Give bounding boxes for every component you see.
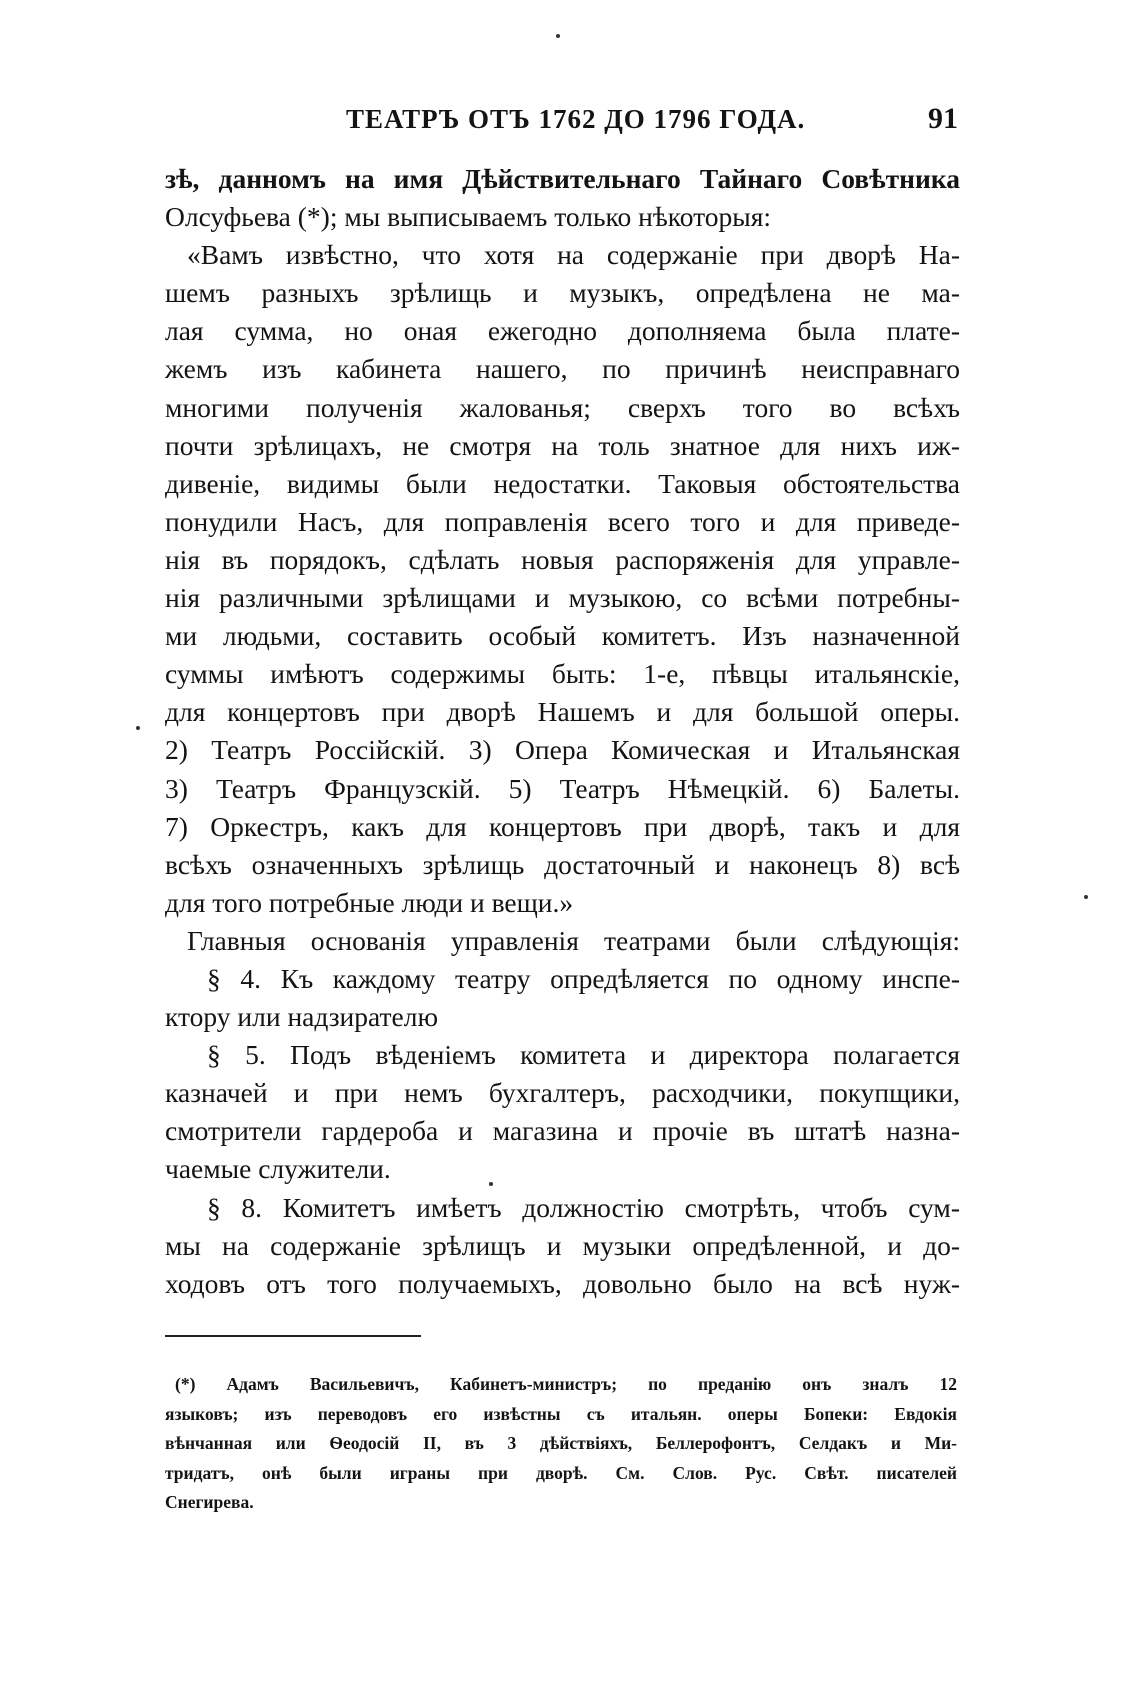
text-line: «Вамъ извѣстно, что хотя на содержаніе при дворѣ На-	[187, 239, 960, 271]
text-line: ходовъ отъ того получаемыхъ, довольно было на всѣ нуж-	[165, 1267, 960, 1299]
text-line: ми людьми, составить особый комитетъ. Изъ назначенной	[165, 620, 960, 652]
text-line: нія различными зрѣлищами и музыкою, со всѣми потребны-	[165, 582, 960, 614]
text-line: мы на содержаніе зрѣлищъ и музыки опредѣленной, и до-	[165, 1229, 960, 1261]
footnote-line: вѣнчанная или Ѳеодосій II, въ 3 дѣйствіяхъ, Беллерофонтъ, Селдакъ и Ми-	[165, 1433, 957, 1453]
text-line: 3) Театръ Французскій. 5) Театръ Нѣмецкій. 6) Балеты.	[165, 772, 960, 804]
text-line: 2) Театръ Россійскій. 3) Опера Комическая и Итальянская	[165, 734, 960, 766]
footnote-line: Снегирева.	[165, 1492, 254, 1512]
footnote-line: тридатъ, онѣ были играны при дворѣ. См. Слов. Рус. Свѣт. писателей	[165, 1462, 957, 1483]
text-line: Главныя основанія управленія театрами были слѣдующія:	[187, 924, 960, 956]
text-line: почти зрѣлицахъ, не смотря на толь знатное для нихъ иж-	[165, 429, 960, 461]
text-line: ктору или надзирателю	[165, 1001, 439, 1033]
print-speck	[489, 1182, 493, 1186]
text-line: § 8. Комитетъ имѣетъ должностію смотрѣть, чтобъ сум-	[207, 1191, 960, 1223]
text-line: зѣ, данномъ на имя Дѣйствительнаго Тайнаго Совѣтника	[165, 163, 960, 194]
print-speck	[136, 726, 140, 730]
footnote-line: (*) Адамъ Васильевичъ, Кабинетъ-министръ; по преданію онъ зналъ 12	[175, 1374, 957, 1394]
text-line: для концертовъ при дворѣ Нашемъ и для большой оперы.	[165, 696, 960, 728]
text-line: дивеніе, видимы были недостатки. Таковыя обстоятельства	[165, 467, 960, 499]
footnote	[165, 1370, 957, 1518]
running-head	[160, 104, 960, 144]
text-line: § 5. Подъ вѣденіемъ комитета и директора полагается	[207, 1039, 960, 1071]
footnote-line: языковъ; изъ переводовъ его извѣстны съ итальян. оперы Бопеки: Евдокія	[165, 1403, 957, 1424]
text-line: смотрители гардероба и магазина и прочіе въ штатѣ назна-	[165, 1115, 960, 1147]
body-text	[165, 160, 960, 1303]
text-line: понудили Насъ, для поправленія всего того и для приведе-	[165, 505, 960, 537]
running-head-title: ТЕАТРЪ ОТЪ 1762 ДО 1796 ГОДА.	[346, 104, 806, 134]
text-line: для того потребные люди и вещи.»	[165, 886, 574, 918]
text-line: § 4. Къ каждому театру опредѣляется по одному инспе-	[207, 962, 960, 994]
page-number: 91	[928, 102, 958, 135]
text-line: нія въ порядокъ, сдѣлать новыя распоряженія для управле-	[165, 543, 960, 575]
text-line: многими полученія жалованья; сверхъ того во всѣхъ	[165, 391, 960, 423]
text-line: 7) Оркестръ, какъ для концертовъ при дворѣ, такъ и для	[165, 810, 960, 842]
text-line: Олсуфьева (*); мы выписываемъ только нѣкоторыя:	[165, 201, 772, 233]
footnote-divider	[165, 1335, 421, 1337]
text-line: лая сумма, но оная ежегодно дополняема была плате-	[165, 315, 960, 347]
print-speck	[556, 34, 560, 38]
print-speck	[1084, 895, 1088, 899]
text-line: всѣхъ означенныхъ зрѣлищь достаточный и наконецъ 8) всѣ	[165, 848, 960, 880]
text-line: жемъ изъ кабинета нашего, по причинѣ неисправнаго	[165, 353, 960, 385]
text-line: шемъ разныхъ зрѣлищь и музыкъ, опредѣлена не ма-	[165, 277, 960, 309]
text-line: суммы имѣютъ содержимы быть: 1-е, пѣвцы итальянскіе,	[165, 658, 960, 690]
text-line: чаемые служители.	[165, 1153, 391, 1185]
text-line: казначей и при немъ бухгалтеръ, расходчики, покупщики,	[165, 1077, 960, 1109]
